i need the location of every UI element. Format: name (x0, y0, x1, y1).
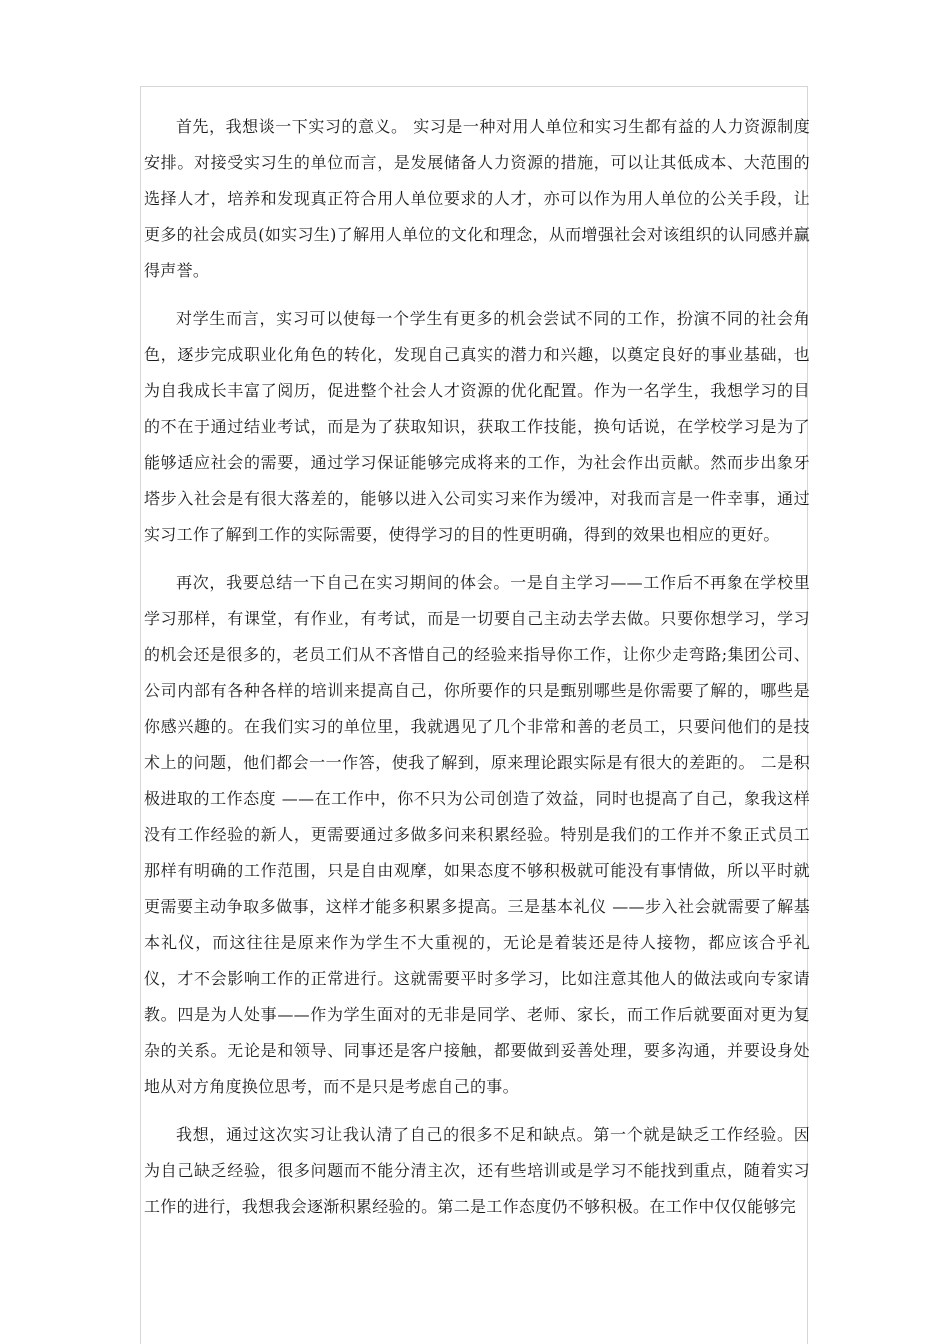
paragraph-experience-summary: 再次，我要总结一下自己在实习期间的体会。一是自主学习——工作后不再象在学校里学习那样，有课堂，有作业，有考试，而是一切要自己主动去学去做。只要你想学习，学习的机会还是很多的，老员工们从不吝惜自己的经验来指导你工作，让你少走弯路;集团公司、公司内部有各种各样的培训来提高自己，你所要作的只是甄别哪些是你需要了解的，哪些是你感兴趣的。在我们实习的单位里，我就遇见了几个非常和善的老员工，只要问他们的是技术上的问题，他们都会一一作答，使我了解到，原来理论跟实际是有很大的差距的。 二是积极进取的工作态度 ——在工作中，你不只为公司创造了效益，同时也提高了自己，象我这样没有工作经验的新人，更需要通过多做多问来积累经验。特别是我们的工作并不象正式员工那样有明确的工作范围，只是自由观摩，如果态度不够积极就可能没有事情做，所以平时就更需要主动争取多做事，这样才能多积累多提高。三是基本礼仪 ——步入社会就需要了解基本礼仪，而这往往是原来作为学生不大重视的，无论是着装还是待人接物，都应该合乎礼仪，才不会影响工作的正常进行。这就需要平时多学习，比如注意其他人的做法或向专家请教。四是为人处事——作为学生面对的无非是同学、老师、家长，而工作后就要面对更为复杂的关系。无论是和领导、同事还是客户接触，都要做到妥善处理，要多沟通，并要设身处地从对方角度换位思考，而不是只是考虑自己的事。 (144, 573, 810, 1096)
paragraph-student-perspective: 对学生而言，实习可以使每一个学生有更多的机会尝试不同的工作，扮演不同的社会角色，逐步完成职业化角色的转化，发现自己真实的潜力和兴趣，以奠定良好的事业基础，也为自我成长丰富了阅历，促进整个社会人才资源的优化配置。作为一名学生，我想学习的目的不在于通过结业考试，而是为了获取知识，获取工作技能，换句话说，在学校学习是为了能够适应社会的需要，通过学习保证能够完成将来的工作，为社会作出贡献。然而步出象牙塔步入社会是有很大落差的，能够以进入公司实习来作为缓冲，对我而言是一件幸事，通过实习工作了解到工作的实际需要，使得学习的目的性更明确，得到的效果也相应的更好。 (144, 309, 810, 544)
document-body (144, 109, 810, 1237)
paragraph-shortcomings: 我想，通过这次实习让我认清了自己的很多不足和缺点。第一个就是缺乏工作经验。因为自己缺乏经验，很多问题而不能分清主次，还有些培训或是学习不能找到重点，随着实习工作的进行，我想我会逐渐积累经验的。第二是工作态度仍不够积极。在工作中仅仅能够完 (144, 1125, 810, 1216)
paragraph-internship-meaning: 首先，我想谈一下实习的意义。 实习是一种对用人单位和实习生都有益的人力资源制度安排。对接受实习生的单位而言，是发展储备人力资源的措施，可以让其低成本、大范围的选择人才，培养和发现真正符合用人单位要求的人才，亦可以作为用人单位的公关手段，让更多的社会成员(如实习生)了解用人单位的文化和理念，从而增强社会对该组织的认同感并赢得声誉。 (144, 117, 810, 280)
